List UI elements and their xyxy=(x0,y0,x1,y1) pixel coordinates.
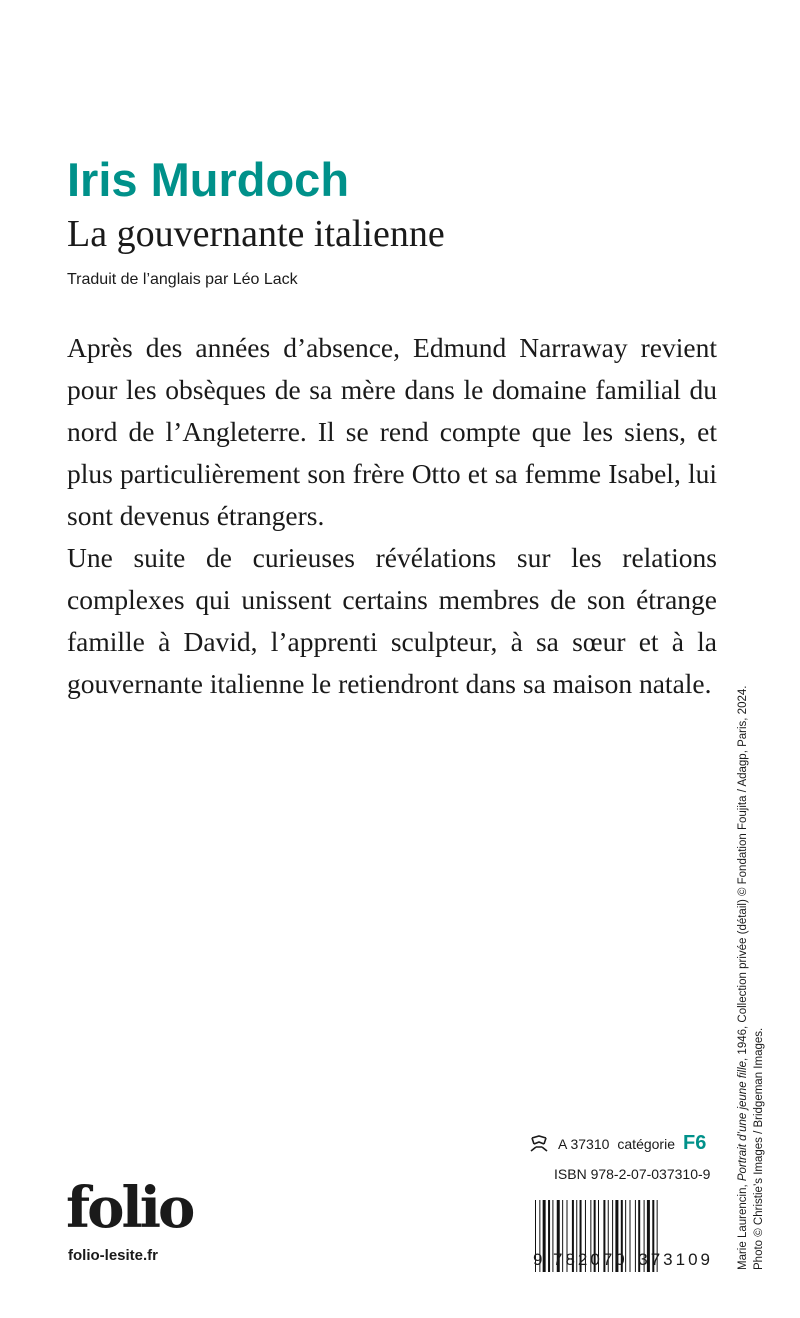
image-credits xyxy=(735,650,767,1270)
barcode-digits xyxy=(533,1250,713,1270)
blurb-paragraph-1: Après des années d’absence, Edmund Narraway revient pour les obsèques de sa mère dans le domaine familial du nord de l’Angleterre. Il se rend compte que les siens, et plus particulièrement son frère Otto et sa femme Isabel, lui sont devenus étrangers. xyxy=(67,332,717,531)
blurb xyxy=(67,327,717,705)
credits-line-1: Marie Laurencin, Portrait d’une jeune fille, 1946, Collection privée (détail) © Fondation Foujita / Adagp, Paris, 2024. xyxy=(737,685,749,1270)
catalog-info xyxy=(528,1132,706,1155)
publisher-website[interactable]: folio-lesite.fr xyxy=(68,1247,159,1264)
author-name: Iris Murdoch xyxy=(67,153,350,206)
category-code: F6 xyxy=(682,1132,707,1154)
translator-credit: Traduit de l’anglais par Léo Lack xyxy=(67,271,298,288)
isbn: ISBN 978-2-07-037310-9 xyxy=(554,1166,711,1182)
barcode-digit-group: 9 xyxy=(533,1250,543,1269)
credits-line-2: Photo © Christie’s Images / Bridgeman Images. xyxy=(753,1027,765,1270)
barcode-digit-group: 782070 xyxy=(553,1250,628,1269)
blurb-paragraph-2: Une suite de curieuses révélations sur les relations complexes qui unissent certains membres de son étrange famille à David, l’apprenti sculpteur, à sa sœur et à la gouvernante italienne le retiendront dans sa maison natale. xyxy=(67,542,717,699)
barcode-digit-group: 373109 xyxy=(638,1250,713,1269)
book-title: La gouvernante italienne xyxy=(67,213,445,255)
catalog-code: A 37310 xyxy=(558,1136,610,1152)
category-label: catégorie xyxy=(617,1136,675,1152)
folio-logo: folio xyxy=(66,1175,193,1241)
recycle-paper-icon xyxy=(528,1134,550,1154)
